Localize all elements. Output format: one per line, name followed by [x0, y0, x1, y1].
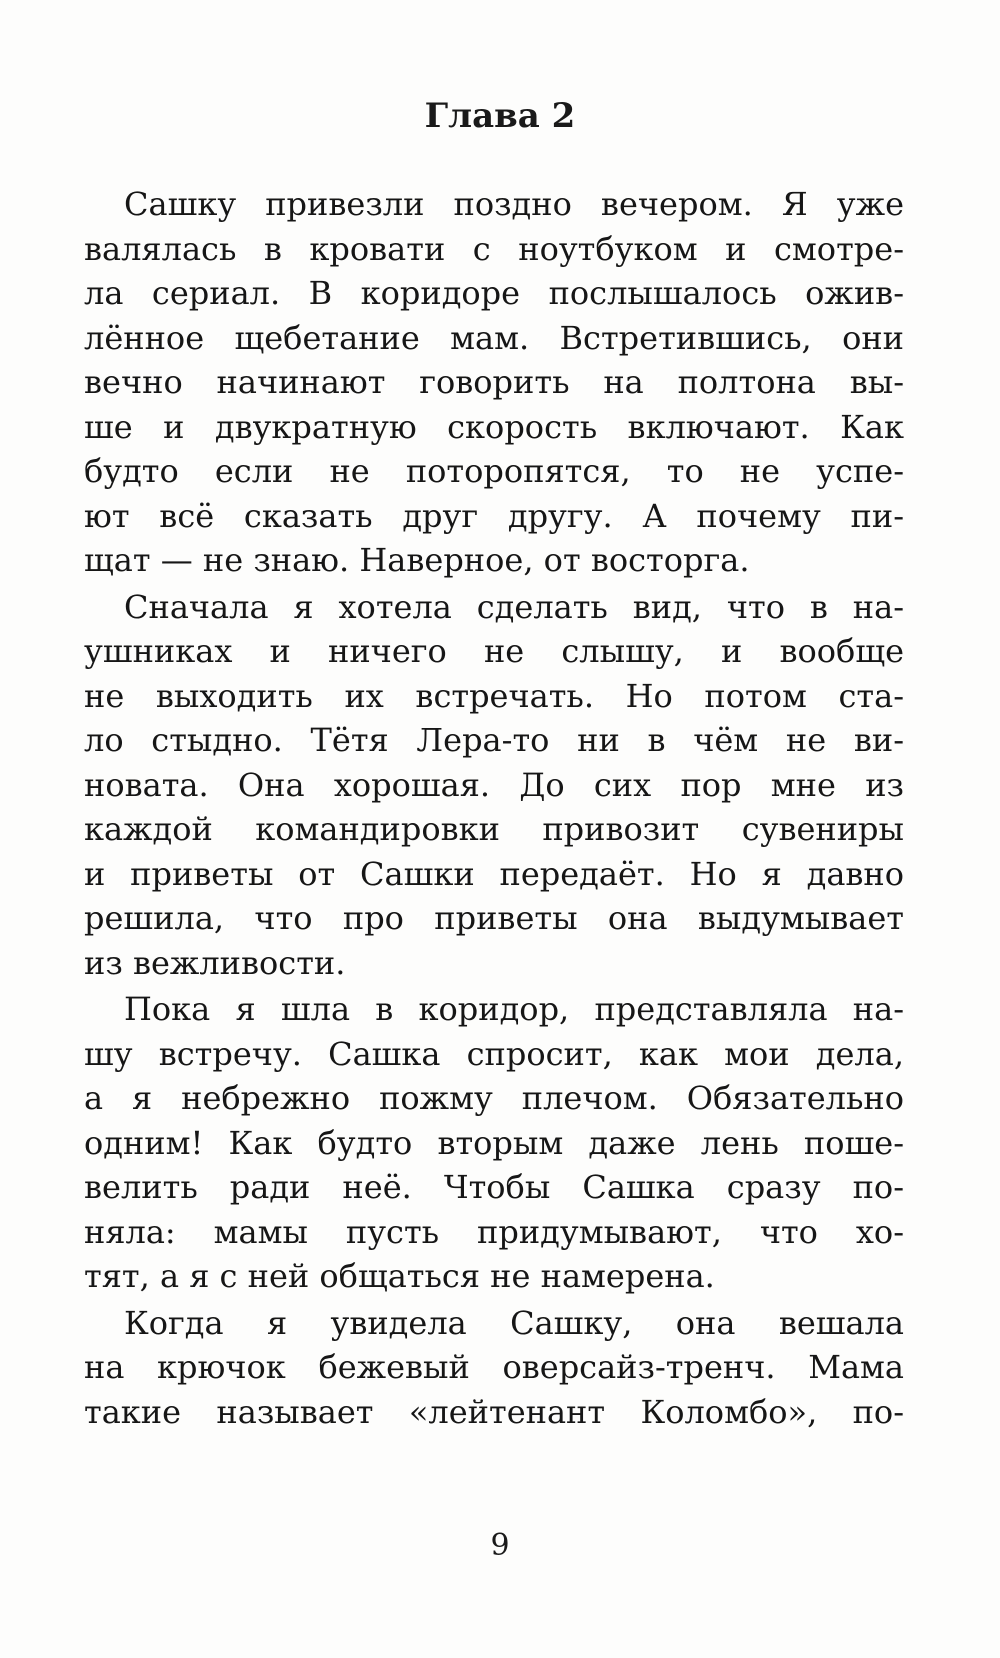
paragraph: [84, 987, 904, 1299]
text-line: новата. Она хорошая. До сих пор мне из: [84, 765, 904, 804]
text-line: каждой командировки привозит сувениры: [84, 810, 904, 848]
text-line: и приветы от Сашки передаёт. Но я давно: [84, 854, 904, 893]
text-line: велить ради неё. Чтобы Сашка сразу по-: [84, 1168, 904, 1206]
text-line: ше и двукратную скорость включают. Как: [84, 407, 904, 446]
text-line: а я небрежно пожму плечом. Обязательно: [84, 1079, 904, 1117]
chapter-title: Глава 2: [424, 96, 576, 136]
text-line: Сашку привезли поздно вечером. Я уже: [124, 185, 904, 223]
text-line: такие называет «лейтенант Коломбо», по-: [84, 1392, 904, 1431]
text-line: няла: мамы пусть придумывают, что хо-: [84, 1212, 904, 1251]
text-line: одним! Как будто вторым даже лень поше-: [84, 1123, 904, 1162]
text-line: вечно начинают говорить на полтона вы-: [84, 363, 904, 401]
text-line: ло стыдно. Тётя Лера-то ни в чём не ви-: [84, 721, 904, 759]
text-line: будто если не поторопятся, то не успе-: [84, 452, 904, 490]
text-line: ют всё сказать друг другу. А почему пи-: [84, 496, 904, 535]
text-line: тят, а я с ней общаться не намерена.: [84, 1257, 715, 1295]
text-line: ла сериал. В коридоре послышалось ожив-: [84, 274, 904, 312]
paragraph: [84, 585, 904, 986]
text-line: ушниках и ничего не слышу, и вообще: [84, 632, 904, 670]
body-text: [84, 182, 904, 1436]
text-line: Сначала я хотела сделать вид, что в на-: [124, 587, 904, 626]
text-line: из вежливости.: [84, 943, 346, 982]
text-line: решила, что про приветы она выдумывает: [84, 899, 904, 937]
text-line: на крючок бежевый оверсайз-тренч. Мама: [84, 1348, 904, 1386]
text-line: Когда я увидела Сашку, она вешала: [124, 1303, 904, 1342]
paragraph: [84, 182, 904, 583]
paragraph: [84, 1301, 904, 1435]
page-number: 9: [490, 1528, 510, 1563]
text-line: шу встречу. Сашка спросит, как мои дела,: [84, 1034, 904, 1073]
text-line: Пока я шла в коридор, представляла на-: [124, 990, 904, 1028]
text-line: лённое щебетание мам. Встретившись, они: [84, 318, 904, 357]
text-line: валялась в кровати с ноутбуком и смотре-: [84, 229, 904, 268]
text-line: не выходить их встречать. Но потом ста-: [84, 676, 904, 715]
text-line: щат — не знаю. Наверное, от восторга.: [84, 541, 750, 579]
